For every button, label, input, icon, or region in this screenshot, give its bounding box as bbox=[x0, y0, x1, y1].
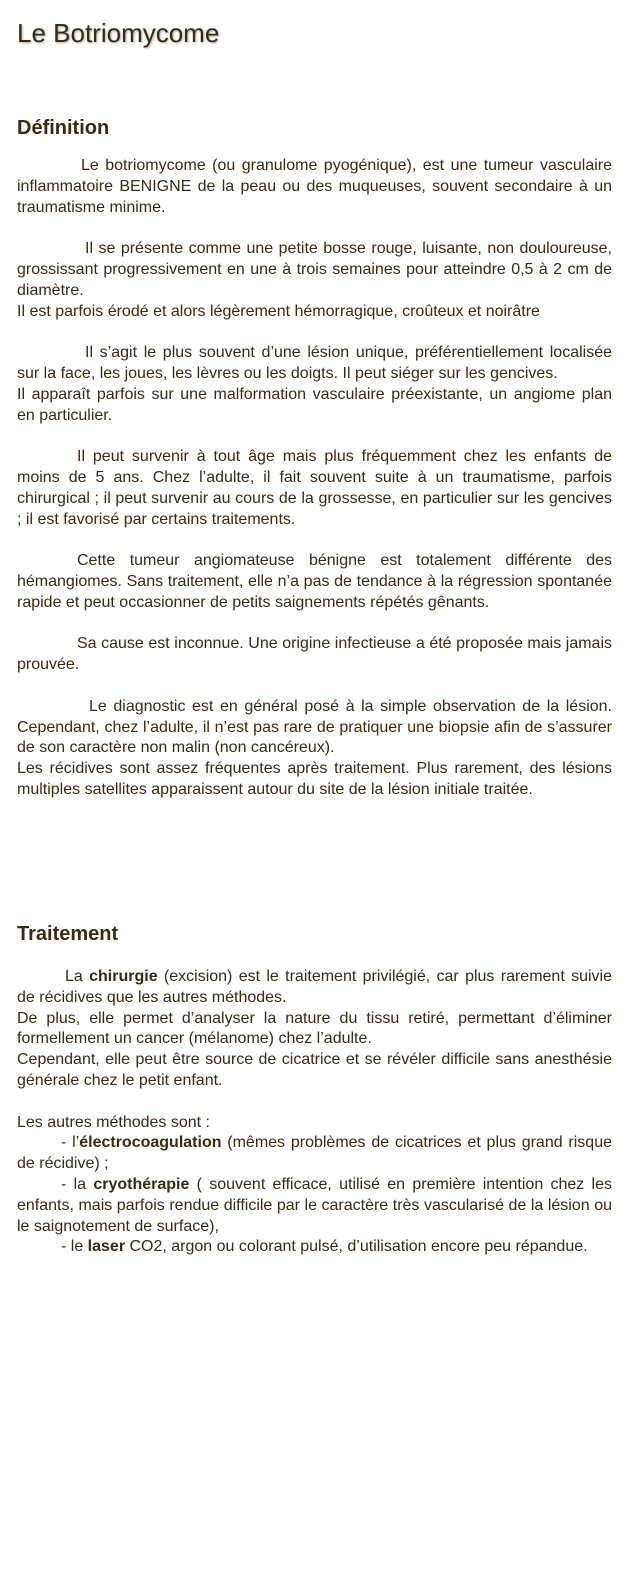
traitement-paragraph: De plus, elle permet d’analyser la nature du tissu retiré, permettant d’éliminer formellement un cancer (mélanome) chez l’adulte. bbox=[17, 1009, 612, 1048]
traitement-paragraph: Cependant, elle peut être source de cicatrice et se révéler difficile sans anesthésie générale chez le petit enfant. bbox=[17, 1051, 612, 1089]
definition-paragraph: Il apparaît parfois sur une malformation vasculaire préexistante, un angiome plan en particulier. bbox=[17, 385, 612, 424]
definition-paragraph: Le diagnostic est en général posé à la simple observation de la lésion. Cependant, chez l’adulte, il n’est pas rare de pratiquer une biopsie afin de s’assurer de son caractère non malin (non cancéreux). bbox=[17, 697, 612, 757]
definition-paragraph: Sa cause est inconnue. Une origine infectieuse a été proposée mais jamais prouvée. bbox=[17, 635, 612, 674]
definition-paragraph: Il s’agit le plus souvent d’une lésion unique, préférentiellement localisée sur la face, les joues, les lèvres ou les doigts. Il peut siéger sur les gencives. bbox=[17, 344, 612, 382]
definition-paragraph: Il se présente comme une petite bosse rouge, luisante, non douloureuse, grossissant progressivement en une à trois semaines pour atteindre 0,5 à 2 cm de diamètre. bbox=[17, 240, 612, 299]
method-item bbox=[17, 1237, 612, 1258]
definition-section bbox=[17, 156, 612, 801]
text-run: - le bbox=[61, 1238, 88, 1256]
method-item bbox=[17, 1175, 612, 1237]
bold-term: laser bbox=[87, 1238, 126, 1256]
text-run: - la bbox=[61, 1175, 94, 1193]
traitement-heading: Traitement bbox=[17, 923, 119, 945]
definition-paragraph: Le botriomycome (ou granulome pyogénique), est une tumeur vasculaire inflammatoire BENIGNE de la peau ou des muqueuses, souvent secondaire à un traumatisme minime. bbox=[17, 157, 612, 216]
definition-heading: Définition bbox=[17, 117, 110, 139]
definition-paragraph: Il est parfois érodé et alors légèrement hémorragique, croûteux et noirâtre bbox=[17, 302, 540, 320]
traitement-section bbox=[17, 967, 612, 1258]
text-run: (mêmes problèmes de cicatrices et plus grand risque de récidive) ; bbox=[17, 1134, 612, 1173]
traitement-paragraph: Les autres méthodes sont : bbox=[17, 1113, 210, 1131]
traitement-paragraph bbox=[17, 967, 612, 1009]
method-item bbox=[17, 1133, 612, 1175]
text-run: CO2, argon ou colorant pulsé, d’utilisation encore peu répandue. bbox=[125, 1238, 588, 1256]
definition-paragraph: Les récidives sont assez fréquentes après traitement. Plus rarement, des lésions multiples satellites apparaissent autour du site de la lésion initiale traitée. bbox=[17, 760, 612, 798]
text-run: La bbox=[65, 968, 90, 985]
text-run: - l’ bbox=[61, 1134, 80, 1152]
bold-term: cryothérapie bbox=[93, 1175, 190, 1193]
definition-paragraph: Il peut survenir à tout âge mais plus fréquemment chez les enfants de moins de 5 ans. Chez l’adulte, il fait souvent suite à un traumatisme, parfois chirurgical ; il peut survenir au cours de la grossesse, en particulier sur les gencives ; il est favorisé par certains traitements. bbox=[17, 448, 612, 528]
bold-term: électrocoagulation bbox=[79, 1134, 222, 1152]
definition-paragraph: Cette tumeur angiomateuse bénigne est totalement différente des hémangiomes. Sans traitement, elle n’a pas de tendance à la régression spontanée rapide et peut occasionner de petits saignements répétés gênants. bbox=[17, 552, 612, 611]
text-run: (excision) est le traitement privilégié, car plus rarement suivie de récidives que les autres méthodes. bbox=[17, 968, 612, 1006]
page-title: Le Botriomycome bbox=[17, 18, 220, 48]
bold-term: chirurgie bbox=[89, 968, 158, 985]
text-run: ( souvent efficace, utilisé en première intention chez les enfants, mais parfois rendue difficile par le caractère très vascularisé de la lésion ou le saignotement de surface), bbox=[17, 1175, 613, 1235]
